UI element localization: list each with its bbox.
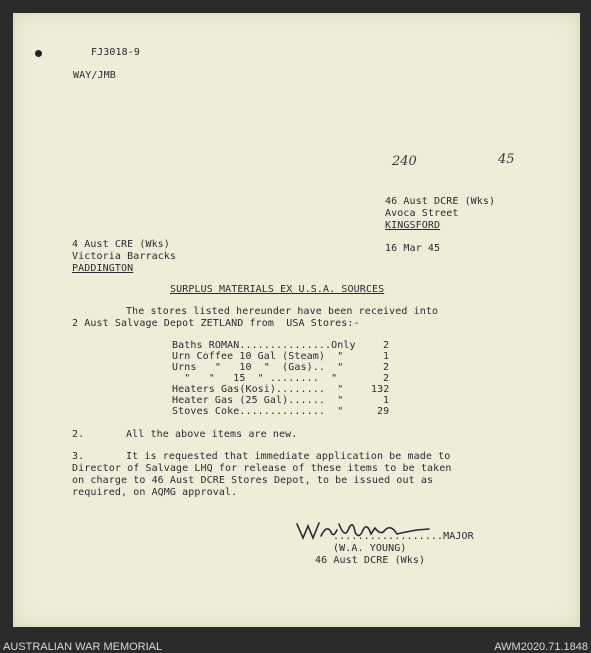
list-item: Urns " 10 " (Gas).. " (172, 362, 344, 373)
paragraph-3-line-3: on charge to 46 Aust DCRE Stores Depot, to be issued out as (72, 475, 434, 486)
letter-date: 16 Mar 45 (385, 243, 441, 254)
sender-unit: 46 Aust DCRE (Wks) (385, 196, 496, 207)
paragraph-2-text: All the above items are new. (126, 429, 298, 440)
sender-suburb: KINGSFORD (385, 220, 441, 231)
paragraph-3-line-1: It is requested that immediate application be made to (126, 451, 451, 462)
item-quantity: 1 (383, 351, 390, 362)
handwritten-number-right: 45 (498, 152, 515, 167)
paragraph-3-number: 3. (72, 451, 85, 462)
signature-line: ..................MAJOR (333, 531, 474, 542)
list-item: Stoves Coke.............. " (172, 406, 344, 417)
list-item: Heaters Gas(Kosi)........ " (172, 384, 344, 395)
initials: WAY/JMB (73, 70, 116, 81)
footer-bar (0, 630, 591, 653)
paragraph-3-line-4: required, on AQMG approval. (72, 487, 238, 498)
subject-heading: SURPLUS MATERIALS EX U.S.A. SOURCES (170, 284, 385, 295)
item-quantity: 1 (383, 395, 390, 406)
item-quantity: 132 (371, 384, 390, 395)
item-quantity: 2 (383, 373, 390, 384)
signer-name: (W.A. YOUNG) (333, 543, 407, 554)
paragraph-2-number: 2. (72, 429, 85, 440)
recipient-unit: 4 Aust CRE (Wks) (72, 239, 170, 250)
intro-line-2: 2 Aust Salvage Depot ZETLAND from USA Stores:- (72, 318, 360, 329)
list-item: Urn Coffee 10 Gal (Steam) " (172, 351, 344, 362)
list-item: Heater Gas (25 Gal)...... " (172, 395, 344, 406)
list-item: Baths ROMAN...............Only (172, 340, 356, 351)
signer-unit: 46 Aust DCRE (Wks) (315, 555, 426, 566)
file-reference: FJ3018-9 (91, 47, 140, 58)
intro-line-1: The stores listed hereunder have been received into (126, 306, 439, 317)
paragraph-3-line-2: Director of Salvage LHQ for release of these items to be taken (72, 463, 452, 474)
ink-blot (35, 50, 42, 57)
handwritten-number-left: 240 (392, 154, 417, 169)
recipient-location: Victoria Barracks (72, 251, 177, 262)
sender-street: Avoca Street (385, 208, 459, 219)
recipient-suburb: PADDINGTON (72, 263, 134, 274)
item-quantity: 29 (377, 406, 390, 417)
footer-catalog-id: AWM2020.71.1848 (494, 641, 588, 653)
footer-institution: AUSTRALIAN WAR MEMORIAL (3, 641, 163, 653)
list-item: " " 15 " ........ " (172, 373, 338, 384)
item-quantity: 2 (383, 340, 390, 351)
item-quantity: 2 (383, 362, 390, 373)
